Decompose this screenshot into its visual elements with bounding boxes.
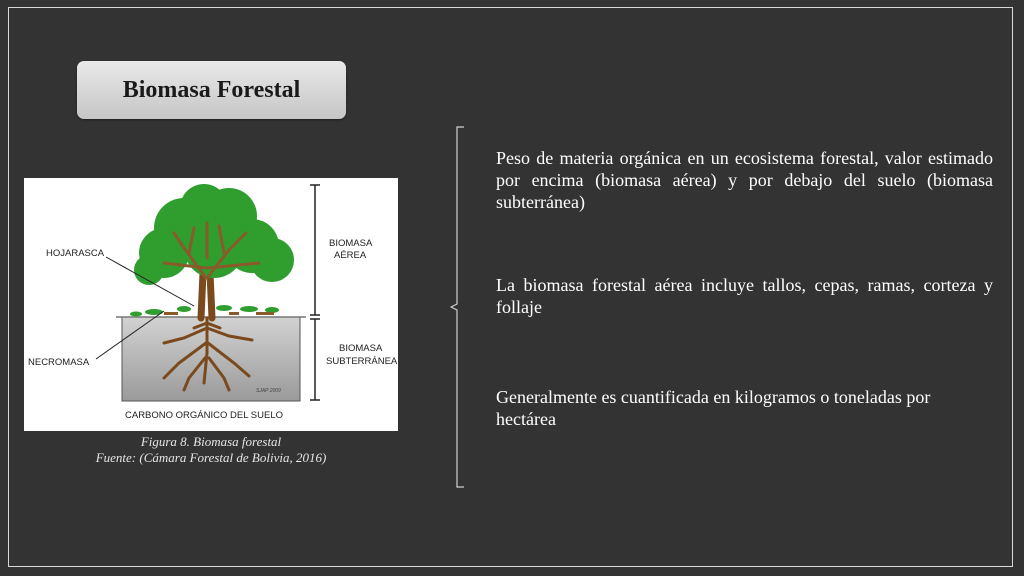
label-biomasa-subterranea-1: BIOMASA xyxy=(339,343,383,354)
label-hojarasca: HOJARASCA xyxy=(46,248,105,259)
figure-caption xyxy=(24,434,398,466)
title-box xyxy=(77,61,346,119)
label-carbono: CARBONO ORGÁNICO DEL SUELO xyxy=(125,410,284,421)
point-definition: Peso de materia orgánica en un ecosistema forestal, valor estimado por encima (biomasa aérea) y por debajo del suelo (biomasa subterránea) xyxy=(496,148,993,212)
label-biomasa-subterranea-2: SUBTERRÁNEA xyxy=(326,356,398,367)
slide-title: Biomasa Forestal xyxy=(122,76,301,103)
litter-wood xyxy=(164,312,274,315)
left-brace xyxy=(450,126,470,488)
label-biomasa-aerea-2: AÉREA xyxy=(334,250,367,261)
label-necromasa: NECROMASA xyxy=(28,357,90,368)
caption-line-1: Figura 8. Biomasa forestal xyxy=(140,434,282,449)
figure-signature: SJAP 2009 xyxy=(256,388,281,394)
point-units: Generalmente es cuantificada en kilogramos o toneladas por hectárea xyxy=(496,387,931,429)
dimension-bars xyxy=(310,185,320,400)
tree-biomass-diagram xyxy=(24,178,398,431)
label-biomasa-aerea-1: BIOMASA xyxy=(329,238,373,249)
caption-line-2: Fuente: (Cámara Forestal de Bolivia, 2016) xyxy=(95,450,327,465)
point-components: La biomasa forestal aérea incluye tallos, cepas, ramas, corteza y follaje xyxy=(496,275,993,317)
biomass-figure xyxy=(24,178,398,431)
